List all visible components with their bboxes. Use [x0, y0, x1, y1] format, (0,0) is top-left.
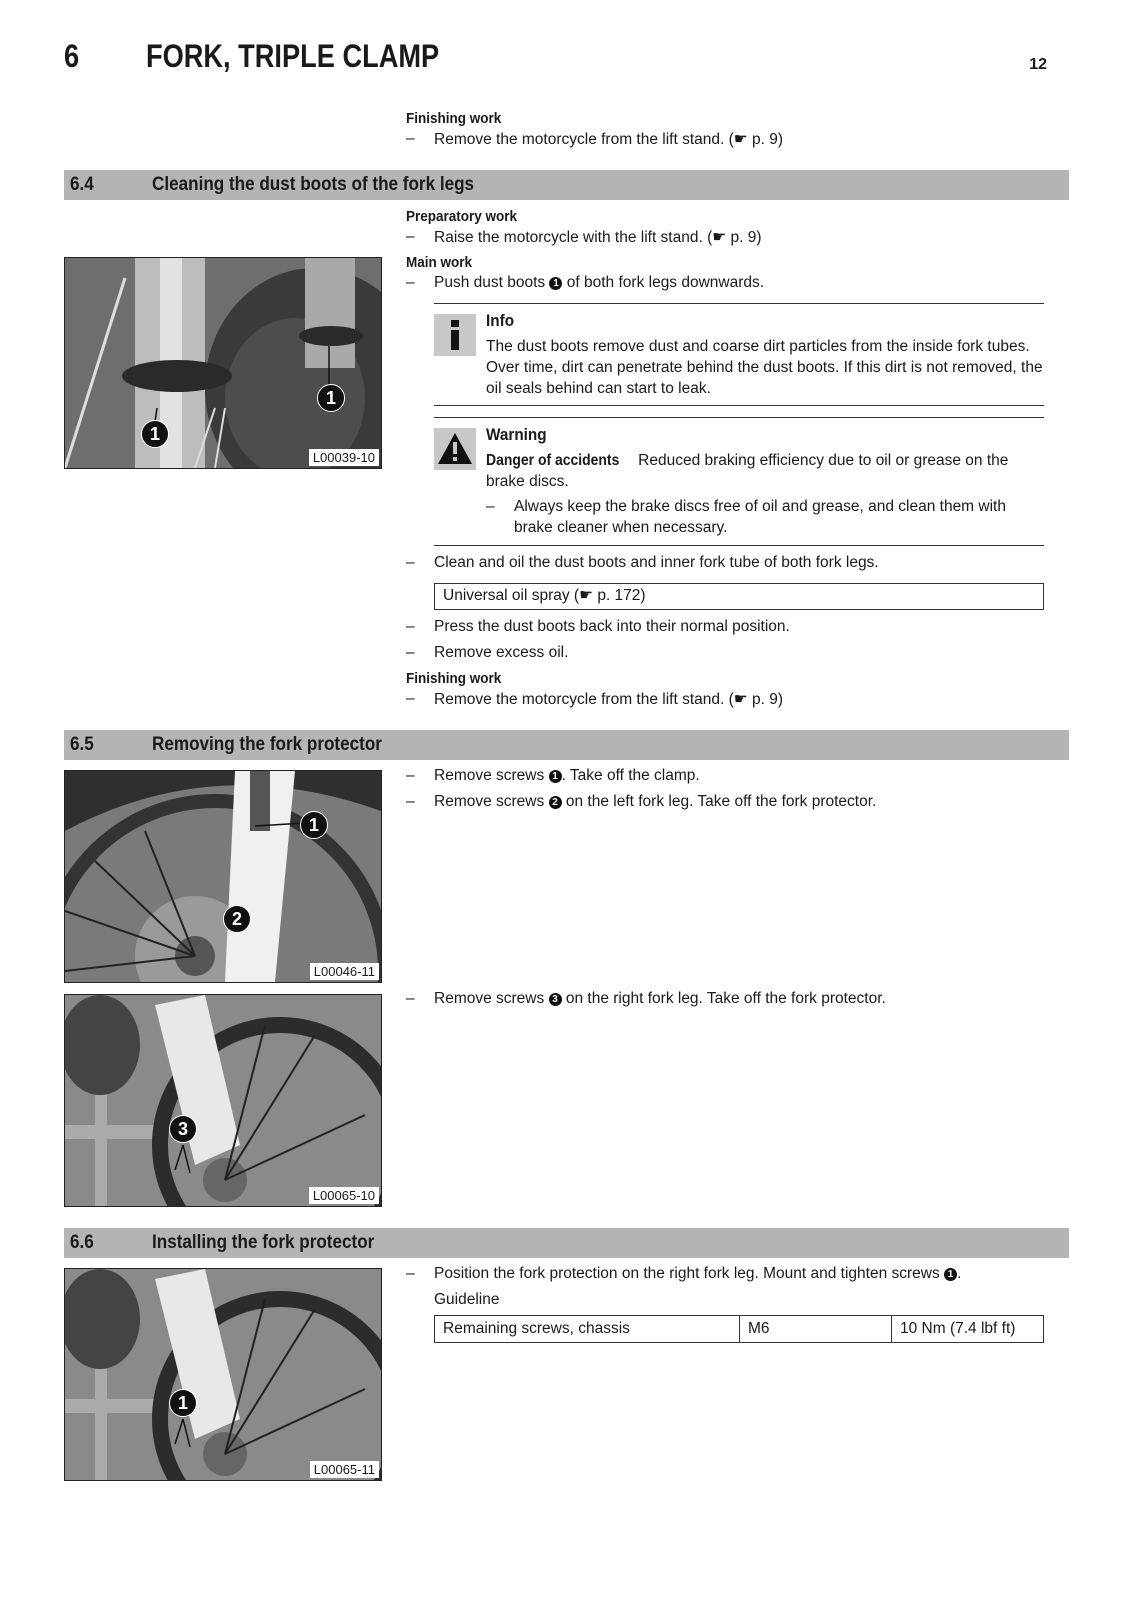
finishing-work-heading: Finishing work [406, 110, 502, 127]
warning-icon [434, 428, 476, 470]
clean-step: – Clean and oil the dust boots and inner fork tube of both fork legs. [406, 554, 879, 571]
photo-install-fork-protector [64, 1268, 382, 1481]
section-heading-6-4: 6.4 Cleaning the dust boots of the fork legs [64, 170, 1069, 200]
page-number: 12 [1029, 56, 1047, 73]
figure-label: L00065-11 [310, 1461, 379, 1478]
marker-1-icon: 1 [141, 420, 169, 448]
warning-text: Danger of accidents Reduced braking efficiency due to oil or grease on the brake discs. [486, 452, 1009, 490]
preparatory-step: – Raise the motorcycle with the lift stand. (☛ p. 9) [406, 228, 762, 246]
finishing-step: – Remove the motorcycle from the lift stand. (☛ p. 9) [406, 130, 784, 148]
pointer-icon: ☛ [712, 229, 727, 246]
remove-left-protector-step: – Remove screws 2 on the left fork leg. Take off the fork protector. [406, 793, 877, 810]
info-text: The dust boots remove dust and coarse dirt particles from the inside fork tubes. Over time, dirt can penetrate behind the dust boots. If this dirt is not removed, the oil seals behind can start to leak. [486, 338, 1043, 397]
info-title: Info [486, 311, 515, 330]
table-cell: M6 [740, 1316, 892, 1342]
marker-3-icon: 3 [549, 993, 562, 1006]
marker-2-icon: 2 [223, 905, 251, 933]
main-work-heading: Main work [406, 254, 473, 271]
figure-label: L00065-10 [309, 1187, 379, 1204]
press-step: – Press the dust boots back into their normal position. [406, 618, 790, 635]
section-heading-6-5: 6.5 Removing the fork protector [64, 730, 1069, 760]
marker-1-icon: 1 [944, 1268, 957, 1281]
pointer-icon: ☛ [579, 587, 594, 604]
marker-1-icon: 1 [317, 384, 345, 412]
chapter-number: 6 [64, 38, 80, 74]
table-cell: Remaining screws, chassis [435, 1316, 740, 1342]
divider [434, 405, 1044, 406]
info-icon [434, 314, 476, 356]
remove-clamp-step: – Remove screws 1 . Take off the clamp. [406, 767, 700, 784]
marker-1-icon: 1 [549, 277, 562, 290]
preparatory-work-heading: Preparatory work [406, 208, 518, 225]
marker-2-icon: 2 [549, 796, 562, 809]
divider [434, 545, 1044, 546]
marker-3-icon: 3 [169, 1115, 197, 1143]
pointer-icon: ☛ [733, 131, 748, 148]
oil-spray-box: Universal oil spray (☛ p. 172) [434, 583, 1044, 610]
divider [434, 417, 1044, 418]
warning-title: Warning [486, 425, 547, 444]
photo-dust-boots [64, 257, 382, 469]
finishing-step: – Remove the motorcycle from the lift stand. (☛ p. 9) [406, 690, 784, 708]
photo-fork-protector-left [64, 770, 382, 983]
figure-label: L00046-11 [310, 963, 379, 980]
remove-oil-step: – Remove excess oil. [406, 644, 569, 661]
chapter-title: FORK, TRIPLE CLAMP [146, 38, 440, 74]
finishing-work-heading: Finishing work [406, 670, 502, 687]
pointer-icon: ☛ [733, 691, 748, 708]
table-cell: 10 Nm (7.4 lbf ft) [900, 1320, 1016, 1337]
figure-label: L00039-10 [309, 449, 379, 466]
main-step: – Push dust boots 1 of both fork legs downwards. [406, 274, 765, 291]
marker-1-icon: 1 [300, 811, 328, 839]
divider [434, 303, 1044, 304]
torque-table [434, 1315, 1044, 1343]
marker-1-icon: 1 [169, 1389, 197, 1417]
marker-1-icon: 1 [549, 770, 562, 783]
remove-right-protector-step: – Remove screws 3 on the right fork leg. Take off the fork protector. [406, 990, 886, 1007]
section-heading-6-6: 6.6 Installing the fork protector [64, 1228, 1069, 1258]
install-protector-step: – Position the fork protection on the right fork leg. Mount and tighten screws 1 . [406, 1265, 962, 1282]
photo-fork-protector-right [64, 994, 382, 1207]
warning-step: – Always keep the brake discs free of oil and grease, and clean them with brake cleaner when necessary. [486, 498, 1006, 536]
guideline-label: Guideline [434, 1291, 500, 1308]
